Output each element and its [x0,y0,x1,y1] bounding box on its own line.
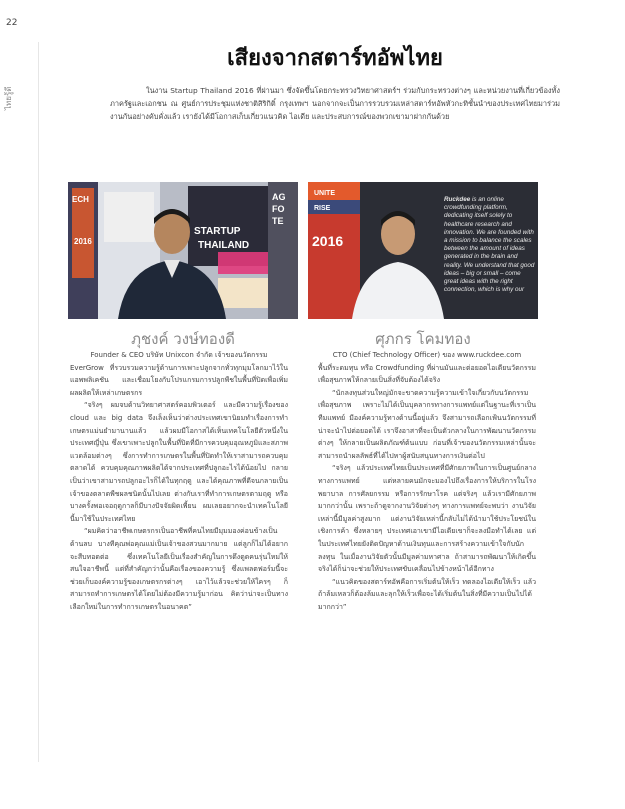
photo-right-panel [444,196,536,294]
left-paragraph-3: “ผมคิดว่าอาชีพเกษตรกรเป็นอาชีพที่คนไทยมีมุมมองค่อนข้างเป็นด้านลบ บางทีคุณพ่อคุณแม่เป็นเจ้าของสวนมากมาย แต่ลูกก็ไม่ได้อยากจะสืบทอดต่อ ซึ่งเทคโนโลยีเป็นเรื่องสำคัญในการดึงดูดคนรุ่นใหม่ให้สนใจอาชีพนี้ แต่ที่สำคัญกว่านั้นคือเรื่องของความรู้ ซึ่งแพลตฟอร์มนี้จะช่วยเก็บองค์ความรู้ของเกษตรกรต่างๆ เอาไว้แล้วจะช่วยให้ใครๆ ก็สามารถทำการเกษตรได้โดยไม่ต้องมีความรู้มาก่อน คิดว่าน่าจะเป็นทางเลือกใหม่ในการทำการเกษตรในอนาคต” [70,527,288,611]
photo-person-right [308,182,538,319]
photo-person-left [68,182,298,319]
right-paragraph-2: “นักลงทุนส่วนใหญ่มักจะขาดความรู้ความเข้าใจเกี่ยวกับนวัตกรรมเพื่อสุขภาพ เพราะไม่ได้เป็นบุคลากรทางการแพทย์แต่ในฐานะที่เราเป็นทีมแพทย์ มีองค์ความรู้ทางด้านนี้อยู่แล้ว จึงสามารถเลือกเฟ้นนวัตกรรมที่น่าจะนำไปต่อยอดได้ เราจึงอาสาที่จะเป็นตัวกลางในการพัฒนานวัตกรรมต่างๆ ให้กลายเป็นผลิตภัณฑ์ต้นแบบ ก่อนที่เจ้าของนวัตกรรมเหล่านั้นจะสามารถนำผลลัพธ์ที่ได้ไปหาผู้สนับสนุนทางการเงินต่อไป [318,388,536,460]
article-title: เสียงจากสตาร์ทอัพไทย [227,46,443,71]
photo-right-year: 2016 [312,233,344,249]
photo-left-side-text1: AG [272,192,286,202]
photo-left-backdrop-line1: STARTUP [194,226,241,237]
left-paragraph-1: EverGrow ที่รวบรวมความรู้ด้านการเพาะปลูกจากทั่วทุกมุมโลกมาไว้ในแอพพลิเคชัน และเชื่อมโยงกับโปรแกรมการปลูกพืชในพื้นที่ปิดเพื่อเพิ่มผลผลิตให้เหล่าเกษตรกร [70,363,288,397]
article-intro: ในงาน Startup Thailand 2016 ที่ผ่านมา ซึ่งจัดขึ้นโดยกระทรวงวิทยาศาสตร์ฯ ร่วมกับกระทรวงต่างๆ และหน่วยงานที่เกี่ยวข้องทั้งภาครัฐและเอกชน ณ ศูนย์การประชุมแห่งชาติสิริกิติ์ กรุงเทพฯ นอกจากจะเป็นการรวบรวมเหล่าสตาร์ทอัพหัวกะทิชั้นนำของประเทศไทยมาร่วมงานกันอย่างคับคั่งแล้ว เรายังได้มีโอกาสเก็บเกี่ยวแนวคิด ไอเดีย และประสบการณ์ของพวกเขามาฝากกันด้วย [110,86,560,122]
person-left-role: Founder & CEO บริษัท Unixcon จำกัด เจ้าของนวัตกรรม [90,351,268,359]
photo-right-banner1: UNITE [314,190,335,197]
photo-left-backdrop-line2: THAILAND [198,240,250,251]
person-right-role: CTO (Chief Technology Officer) ของ www.ruckdee.com [332,351,522,359]
right-paragraph-4: “แนวคิดของสตาร์ทอัพคือการเริ่มต้นให้เร็ว ทดลองไอเดียให้เร็ว แล้วถ้าล้มเหลวก็ต้องล้มและลุกให้เร็วเพื่อจะได้เริ่มต้นในสิ่งที่มีความเป็นไปได้มากกว่า” [318,577,536,611]
photo-left-year: 2016 [74,237,92,246]
article-column-left [70,349,288,613]
person-left-name: ภุชงค์ วงษ์ทองดี [131,330,235,348]
article-column-right [318,349,536,613]
right-paragraph-1: พื้นที่ระดมทุน หรือ Crowdfunding ที่ผ่านมันและต่อยอดไอเดียนวัตกรรมเพื่อสุขภาพให้กลายเป็นสิ่งที่จับต้องได้จริง [318,363,536,385]
photo-left-side-text3: TE [272,216,284,226]
photo-left-side-text2: FO [272,204,285,214]
page-number: 22 [6,18,18,28]
photo-right-brand: Ruckdee [444,196,471,203]
photo-right-panel-text: is an online crowdfunding platform, dedicating itself solely to healthcare research and innovation. We are founded with a mission to balance the scales between the amount of ideas generated in the brain and reality. We understand that good ideas – big or small – come great ideas with the right connection, which is why our [444,196,535,294]
person-right-name: ศุภกร โคมทอง [375,330,471,348]
right-paragraph-3: “จริงๆ แล้วประเทศไทยเป็นประเทศที่มีศักยภาพในการเป็นศูนย์กลางทางการแพทย์ แต่หลายคนมักจะมองไปถึงเรื่องการให้บริการในโรงพยาบาล การศัลยกรรม หรือการรักษาโรค แต่จริงๆ แล้วเรามีศักยภาพมากกว่านั้น เพราะถ้าดูจากงานวิจัยต่างๆ ทางการแพทย์จะพบว่า งานวิจัยเหล่านี้มีมูลค่าสูงมาก แต่งานวิจัยเหล่านี้กลับไม่ได้นำมาใช้ประโยชน์ในเชิงการค้า ซึ่งหลายๆ ประเทศเอาเขามีไอเดียเขาก็จะลงมือทำได้เลย แต่ในประเทศไทยยังติดปัญหาด้านเงินทุนและการสร้างความเข้าใจกับนักลงทุน ในเมื่องานวิจัยตัวนั้นมีมูลค่ามหาศาล ถ้าสามารถพัฒนาให้เกิดขึ้นจริงได้ก็น่าจะช่วยให้ประเทศขับเคลื่อนไปข้างหน้าได้อีกทาง [318,464,536,574]
left-paragraph-2: “จริงๆ ผมจบด้านวิทยาศาสตร์คอมพิวเตอร์ และมีความรู้เรื่องของ cloud และ big data จึงเล็งเห็นว่าต่างประเทศเขานิยมทำเรื่องการทำเกษตรแม่นยำมานานแล้ว แล้วผมมีโอกาสได้เห็นเทคโนโลยีตัวหนึ่งในประเทศญี่ปุ่น ซึ่งเขาเพาะปลูกในพื้นที่ปิดที่มีการควบคุมอุณหภูมิและสภาพแวดล้อมต่างๆ ซึ่งการทำการเกษตรในพื้นที่ปิดทำให้เราสามารถควบคุมตลาดได้ ควบคุมคุณภาพผลิตได้จากประเทศที่ปลูกอะไรได้น้อยไป กลายเป็นว่าเขาสามารถปลูกอะไรก็ได้ในทุกฤดู และได้คุณภาพที่ดีจนกลายเป็นเจ้าของตลาดพืชผลชนิดนั้นไปเลย ต่างกับเราที่ทำการเกษตรตามฤดู หรือบางครั้งพอเจอฤดูกาลก็มีบางปัจจัยผิดเพี้ยน ผมเลยอยากจะนำเทคโนโลยีนี้มาใช้ในประเทศไทย [70,401,288,523]
margin-rule [38,42,39,762]
photo-left-edge-text: ECH [72,195,89,204]
photo-left-illustration [68,182,298,319]
section-label: ไทยรู้ดี [4,86,13,110]
photo-right-banner2: RISE [314,205,331,212]
